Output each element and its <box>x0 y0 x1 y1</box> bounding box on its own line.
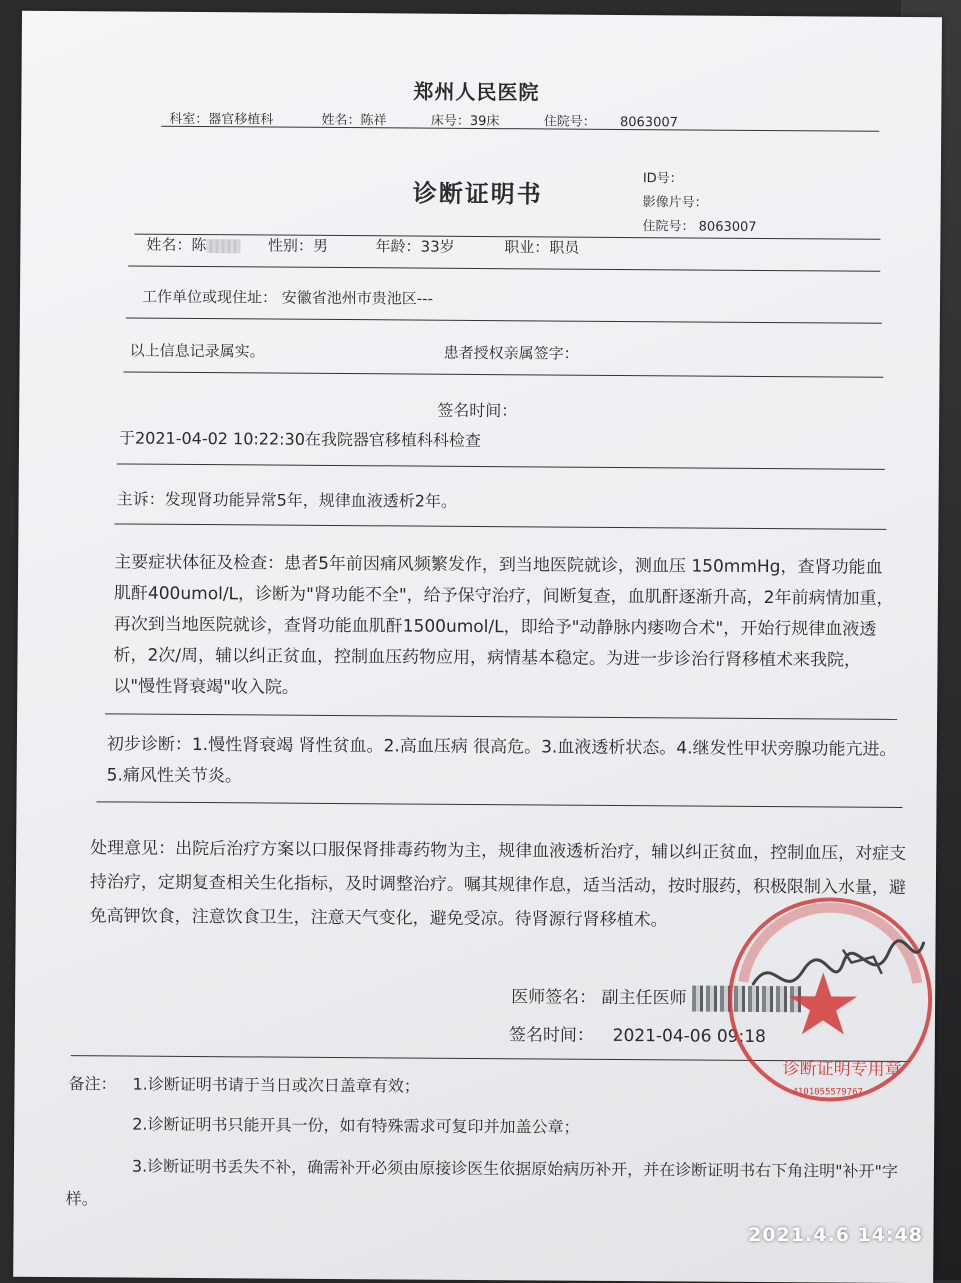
exam-date-text: 于2021-04-02 10:22:30在我院器官移植科科检查 <box>118 428 482 451</box>
relative-signature-label: 患者授权亲属签字： <box>443 343 579 363</box>
redacted-name <box>206 239 240 253</box>
address-row <box>142 286 433 309</box>
cert-admission-value: 8063007 <box>698 219 757 235</box>
image-number-label: 影像片号： <box>642 195 708 211</box>
doctor-time-label: 签名时间： <box>508 1025 594 1046</box>
preliminary-diagnosis: 初步诊断：1.慢性肾衰竭 肾性贫血。2.高血压病 很高危。3.血液透析状态。4.继发性甲状旁腺功能亢进。5.痛风性关节炎。 <box>106 734 897 787</box>
patient-row-divider <box>128 266 880 272</box>
dept-label: 科室： <box>169 111 209 128</box>
confirm-divider <box>123 372 883 378</box>
header-name-value: 陈祥 <box>360 113 387 129</box>
address-divider <box>126 318 882 324</box>
address-label: 工作单位或现住址： <box>141 287 278 307</box>
notes-label: 备注： <box>68 1074 117 1094</box>
age-value: 33岁 <box>420 237 455 256</box>
redacted-doctor-name <box>692 985 802 1012</box>
exam-date-divider <box>117 463 885 469</box>
diagnosis-certificate-document <box>13 11 942 1283</box>
stamp-label: 诊断证明专用章 <box>782 1059 902 1080</box>
cert-admission-row <box>642 215 756 235</box>
doctor-title: 副主任医师 <box>601 987 687 1009</box>
doctor-signature-row <box>511 982 802 1012</box>
gender-label: 性别： <box>267 236 314 255</box>
note-1: 1.诊断证明书请于当日或次日盖章有效； <box>132 1074 420 1096</box>
patient-name-label: 姓名： <box>146 235 192 254</box>
job-label: 职业： <box>504 238 550 257</box>
cert-admission-label: 住院号： <box>642 219 695 235</box>
age-label: 年龄： <box>375 237 421 256</box>
treatment-opinion: 处理意见：出院后治疗方案以口服保肾排毒药物为主，规律血液透析治疗，辅以纠正贫血，控制血压，对症支持治疗，定期复查相关生化指标，及时调整治疗。嘱其规律作息，适当活动，按时服药，积极限制入水量，避免高钾饮食，注意饮食卫生，注意天气变化，避免受凉。待肾源行肾移植术。 <box>89 838 907 931</box>
signature-divider <box>71 1055 911 1062</box>
doctor-time-row <box>509 1020 766 1047</box>
symptoms-paragraph: 主要症状体征及检查：患者5年前因痛风频繁发作，到当地医院就诊，测血压 150mmHg，查肾功能血肌酐400umol/L，诊断为"肾功能不全"，给予保守治疗，间断复查，血肌酐逐渐升高，2年前病情加重，再次到当地医院就诊，查肾功能血肌酐1500umol/L，即给予"动静脉内瘘吻合术"，开始行规律血液透析，2次/周，辅以纠正贫血，控制血压药物应用，病情基本稳定。为进一步诊治行肾移植术来我院，以"慢性肾衰竭"收入院。 <box>113 552 894 698</box>
address-value: 安徽省池州市贵池区--- <box>281 288 434 308</box>
confirm-text: 以上信息记录属实。 <box>129 341 265 361</box>
note-3: 3.诊断证明书丢失不补，确需补开必须由原接诊医生依据原始病历补开，并在诊断证明书右下角注明"补开"字样。 <box>65 1156 898 1209</box>
bed-value: 39床 <box>469 113 500 130</box>
doctor-sign-label: 医师签名： <box>511 987 597 1008</box>
symptoms-divider <box>105 713 897 720</box>
patient-name-value: 陈 <box>191 235 207 255</box>
photo-timestamp: 2021.4.6 14:48 <box>748 1224 923 1246</box>
gender-value: 男 <box>312 236 329 255</box>
header-name-label: 姓名： <box>321 112 361 129</box>
complaint-divider <box>114 523 886 529</box>
hospital-name: 郑州人民医院 <box>413 79 540 105</box>
bed-label: 床号： <box>430 113 470 129</box>
header-admission-value: 8063007 <box>619 114 678 131</box>
header-admission-label: 住院号： <box>543 114 596 130</box>
certificate-title: 诊断证明书 <box>412 179 543 209</box>
job-value: 职员 <box>549 238 580 257</box>
patient-info-row <box>146 234 579 258</box>
chief-complaint: 主诉：发现肾功能异常5年，规律血液透析2年。 <box>116 489 458 511</box>
stamp-number: 4101055579767 <box>792 1087 863 1098</box>
dept-value: 器官移植科 <box>208 112 274 128</box>
id-label: ID号： <box>642 171 683 187</box>
doctor-time-value: 2021-04-06 09:18 <box>612 1025 766 1048</box>
diagnosis-divider <box>96 801 902 808</box>
patient-sign-time-label: 签名时间： <box>437 400 518 421</box>
handwritten-signature <box>753 940 923 985</box>
note-2: 2.诊断证明书只能开具一份，如有特殊需求可复印并加盖公章； <box>132 1114 580 1137</box>
